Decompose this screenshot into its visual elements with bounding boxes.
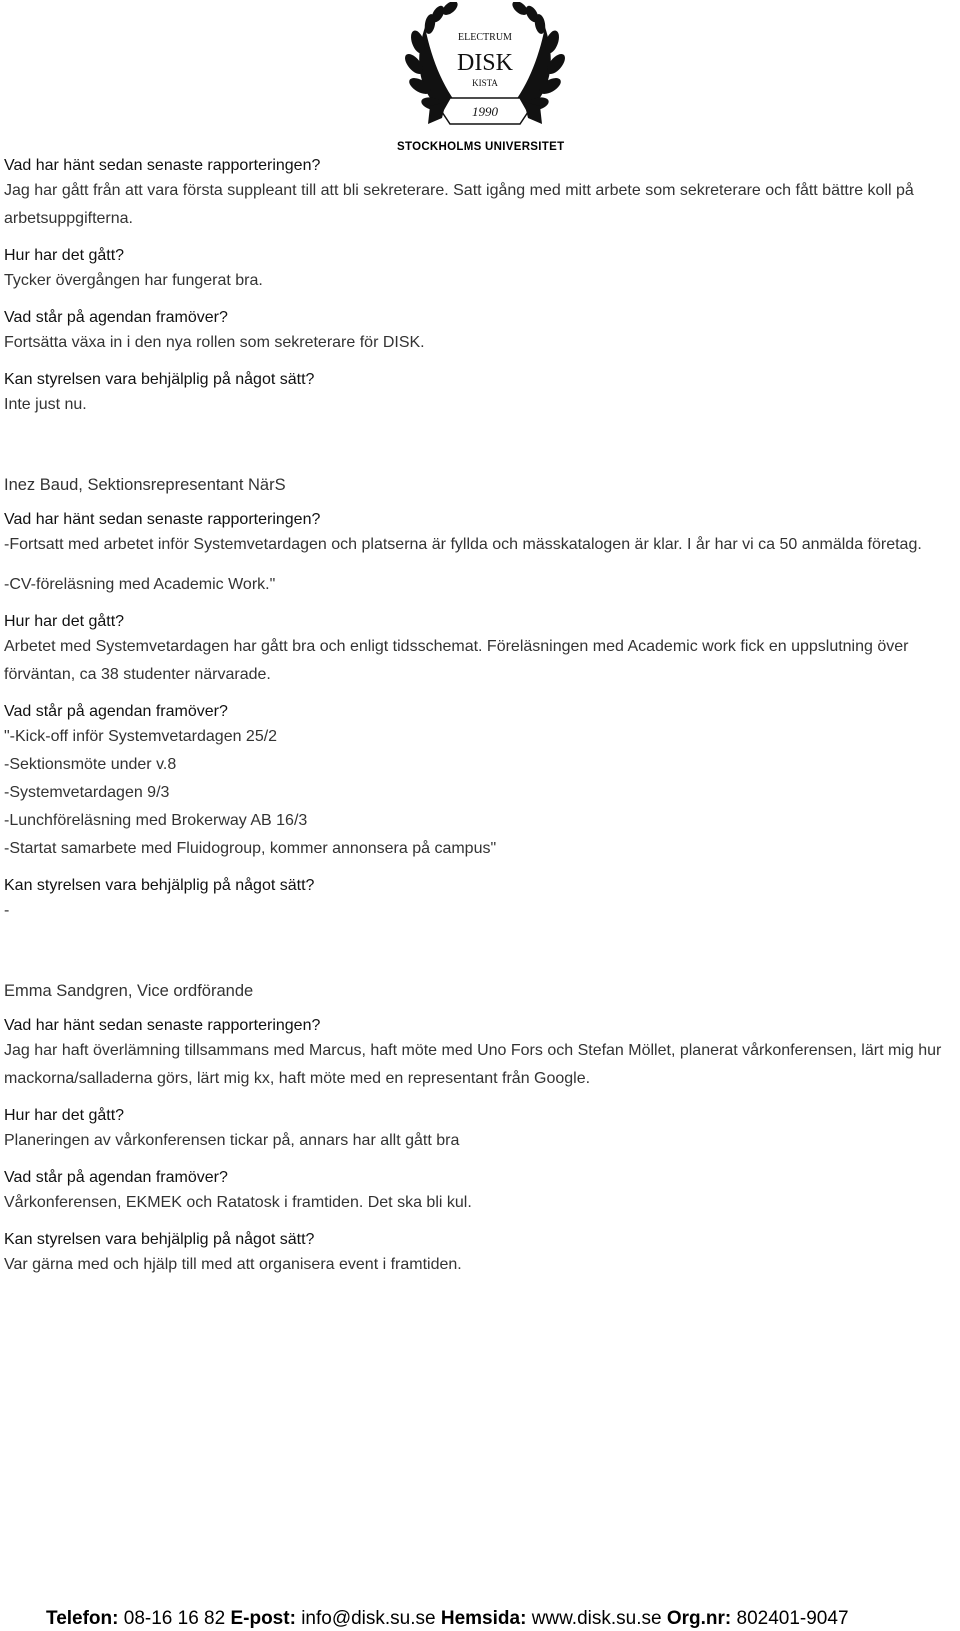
question-heading: Hur har det gått? bbox=[4, 247, 125, 264]
contact-footer bbox=[46, 1608, 849, 1630]
answer-text: -Lunchföreläsning med Brokerway AB 16/3 bbox=[4, 812, 308, 829]
answer-text: Arbetet med Systemvetardagen har gått bra och enligt tidsschemat. Föreläsningen med Academic work fick en uppslutning över förväntan, ca 38 studenter närvarade. bbox=[4, 638, 909, 683]
answer-text: Planeringen av vårkonferensen tickar på, annars har allt gått bra bbox=[4, 1132, 460, 1149]
item-gap bbox=[4, 357, 954, 369]
disk-logo bbox=[400, 2, 570, 157]
report-document bbox=[4, 155, 954, 1279]
item-gap bbox=[4, 1093, 954, 1105]
question-heading: Hur har det gått? bbox=[4, 613, 125, 630]
section-spacer bbox=[4, 419, 954, 473]
question-heading: Vad står på agendan framöver? bbox=[4, 703, 228, 720]
item-gap bbox=[4, 233, 954, 245]
heading-gap bbox=[4, 1003, 954, 1015]
section-spacer bbox=[4, 925, 954, 979]
heading-gap bbox=[4, 497, 954, 509]
question-heading: Vad har hänt sedan senaste rapporteringen? bbox=[4, 511, 321, 528]
laurel-seal-icon bbox=[400, 2, 570, 142]
answer-text: -Startat samarbete med Fluidogroup, kommer annonsera på campus" bbox=[4, 840, 497, 857]
answer-text: Tycker övergången har fungerat bra. bbox=[4, 272, 263, 289]
phone-label: Telefon: bbox=[46, 1608, 119, 1629]
person-heading: Inez Baud, Sektionsrepresentant NärS bbox=[4, 476, 286, 494]
logo-sub-text: KISTA bbox=[472, 78, 498, 88]
item-gap bbox=[4, 1217, 954, 1229]
question-heading: Kan styrelsen vara behjälplig på något sätt? bbox=[4, 1231, 315, 1248]
question-heading: Kan styrelsen vara behjälplig på något sätt? bbox=[4, 877, 315, 894]
report-section bbox=[4, 155, 954, 419]
web-label: Hemsida: bbox=[440, 1608, 527, 1629]
web-value: www.disk.su.se bbox=[531, 1608, 662, 1629]
item-gap bbox=[4, 1155, 954, 1167]
item-gap bbox=[4, 599, 954, 611]
question-heading: Vad står på agendan framöver? bbox=[4, 1169, 228, 1186]
question-heading: Kan styrelsen vara behjälplig på något sätt? bbox=[4, 371, 315, 388]
org-value: 802401-9047 bbox=[736, 1608, 849, 1629]
question-heading: Hur har det gått? bbox=[4, 1107, 125, 1124]
item-gap bbox=[4, 863, 954, 875]
logo-top-text: ELECTRUM bbox=[458, 32, 512, 43]
report-section bbox=[4, 925, 954, 1279]
email-label: E-post: bbox=[230, 1608, 296, 1629]
question-heading: Vad har hänt sedan senaste rapporteringen? bbox=[4, 157, 321, 174]
answer-text: -CV-föreläsning med Academic Work." bbox=[4, 576, 276, 593]
answer-text: -Sektionsmöte under v.8 bbox=[4, 756, 177, 773]
question-heading: Vad har hänt sedan senaste rapporteringen? bbox=[4, 1017, 321, 1034]
answer-text: Jag har gått från att vara första suppleant till att bli sekreterare. Satt igång med mitt arbete som sekreterare och fått bättre koll på arbetsuppgifterna. bbox=[4, 182, 914, 227]
item-gap bbox=[4, 689, 954, 701]
answer-text: Var gärna med och hjälp till med att organisera event i framtiden. bbox=[4, 1256, 462, 1273]
logo-caption: STOCKHOLMS UNIVERSITET bbox=[397, 141, 565, 153]
question-heading: Vad står på agendan framöver? bbox=[4, 309, 228, 326]
email-value: info@disk.su.se bbox=[301, 1608, 436, 1629]
person-heading: Emma Sandgren, Vice ordförande bbox=[4, 982, 254, 1000]
logo-year: 1990 bbox=[472, 104, 498, 119]
answer-text: "-Kick-off inför Systemvetardagen 25/2 bbox=[4, 728, 278, 745]
answer-text: Vårkonferensen, EKMEK och Ratatosk i framtiden. Det ska bli kul. bbox=[4, 1194, 472, 1211]
answer-text: Jag har haft överlämning tillsammans med Marcus, haft möte med Uno Fors och Stefan Möllet, planerat vårkonferensen, lärt mig hur mackorna/salladerna görs, lärt mig kx, haft möte med en representant från Google. bbox=[4, 1042, 942, 1087]
item-gap bbox=[4, 295, 954, 307]
org-label: Org.nr: bbox=[666, 1608, 732, 1629]
answer-text: -Fortsatt med arbetet inför Systemvetardagen och platserna är fyllda och mässkatalogen är klar. I år har vi ca 50 anmälda företag. bbox=[4, 536, 922, 553]
phone-value: 08-16 16 82 bbox=[123, 1608, 226, 1629]
answer-text: -Systemvetardagen 9/3 bbox=[4, 784, 170, 801]
answer-text: Fortsätta växa in i den nya rollen som sekreterare för DISK. bbox=[4, 334, 425, 351]
logo-name: DISK bbox=[456, 50, 514, 76]
answer-text: Inte just nu. bbox=[4, 396, 87, 413]
report-section bbox=[4, 419, 954, 925]
answer-text: - bbox=[4, 902, 10, 919]
